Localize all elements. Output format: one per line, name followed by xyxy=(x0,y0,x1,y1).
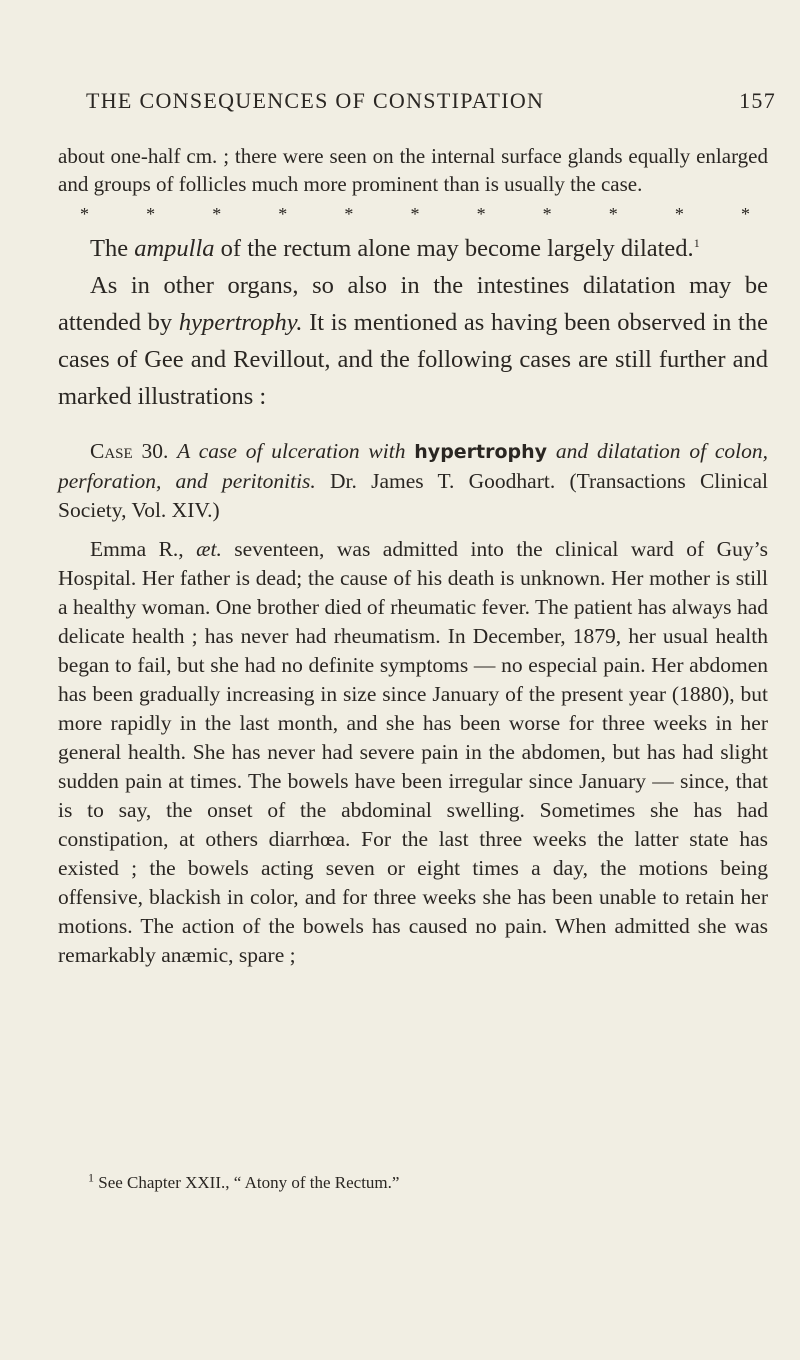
case-title-bold: hypertrophy xyxy=(414,441,548,463)
body-text xyxy=(58,142,768,970)
asterisk: * xyxy=(80,204,89,224)
italic-term: ampulla xyxy=(134,235,215,262)
footnote-text: See Chapter XXII., “ Atony of the Rectum.” xyxy=(94,1173,400,1192)
footnote-marker: 1 xyxy=(693,235,700,250)
case-label: Case 30. xyxy=(90,439,169,463)
paragraph-ampulla xyxy=(58,230,768,267)
asterisk: * xyxy=(740,204,750,224)
text-run: Emma R., xyxy=(90,537,197,561)
asterisk: * xyxy=(212,204,222,224)
asterisk: * xyxy=(344,204,354,224)
case-title-part1: A case of ulceration with xyxy=(177,439,406,463)
asterisk: * xyxy=(542,204,552,224)
case-title-part2: and dilatation of colon, perforation, and peritonitis. xyxy=(58,439,769,493)
page-number: 157 xyxy=(739,88,776,113)
asterisk: * xyxy=(278,204,288,224)
footnote xyxy=(88,1172,768,1194)
footnote-number: 1 xyxy=(88,1170,94,1185)
asterisk: * xyxy=(476,204,486,224)
text-run: seventeen, was admitted into the clinical ward of Guy’s Hospital. Her father is dead; the cause of his death is unknown. Her mother is still a healthy woman. One brother died of rheumatic fever. The patient has always had delicate health ; has never had rheumatism. In December, 1879, her usual health began to fail, but she had no definite symptoms — no especial pain. Her abdomen has been gradually increasing in size since January of the present year (1880), but more rapidly in the last month, and she has been worse for three weeks in her general health. She has never had severe pain in the abdomen, but has had slight sudden pain at times. The bowels have been irregular since January — since, that is to say, the onset of the abdominal swelling. Sometimes she has had constipation, at others diarrhœa. For the last three weeks the latter state has existed ; the bowels acting seven or eight times a day, the motions being offensive, blackish in color, and for three weeks she has been unable to retain her motions. The action of the bowels has caused no pain. When admitted she was remarkably anæmic, spare ; xyxy=(58,537,769,967)
paragraph-continuation: about one-half cm. ; there were seen on the internal surface glands equally enlarged and groups of follicles much more prominent than is usually the case. xyxy=(58,144,768,196)
italic-term: hypertrophy. xyxy=(178,309,303,336)
case-citation: Dr. James T. Goodhart. (Transactions Clinical Society, Vol. XIV.) xyxy=(58,469,769,522)
italic-term: æt. xyxy=(196,537,222,561)
case-narrative xyxy=(58,535,768,970)
text-run: The xyxy=(90,235,135,262)
asterisk: * xyxy=(410,204,420,224)
asterisk: * xyxy=(608,204,618,224)
asterisk: * xyxy=(674,204,684,224)
text-run: of the rectum alone may become largely dilated. xyxy=(214,235,694,262)
text-run: As in other organs, so also in the intestines dilatation may be attended by xyxy=(58,272,768,336)
asterisk-divider xyxy=(58,198,768,226)
running-title: THE CONSEQUENCES OF CONSTIPATION xyxy=(86,88,545,113)
paragraph-hypertrophy xyxy=(58,267,768,415)
asterisk: * xyxy=(146,204,156,224)
case-heading xyxy=(58,437,768,525)
text-run: It is mentioned as having been observed in the cases of Gee and Revillout, and the following cases are still further and marked illustrations : xyxy=(58,309,768,410)
